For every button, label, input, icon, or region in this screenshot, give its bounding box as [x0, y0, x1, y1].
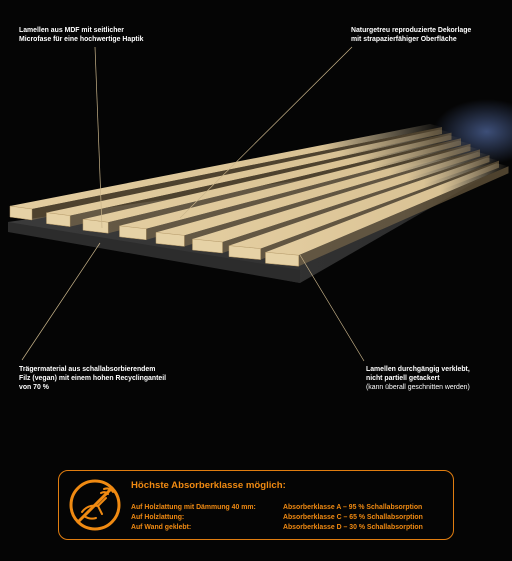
no-glue-icon — [68, 478, 122, 532]
table-row — [131, 503, 423, 513]
absorber-class-table — [131, 503, 423, 533]
row-label: Auf Wand geklebt: — [131, 524, 192, 531]
annotation-decor-layer: Naturgetreu reproduzierte Dekorlage mit strapazierfähiger Oberfläche — [351, 27, 472, 43]
annotation-glued-slats: Lamellen durchgängig verklebt, nicht partiell getackert (kann überall geschnitten werden) — [366, 366, 470, 391]
absorber-class-title: Höchste Absorberklasse möglich: — [131, 480, 286, 491]
annotation-mdf-slats: Lamellen aus MDF mit seitlicher Microfase für eine hochwertige Haptik — [19, 27, 144, 43]
row-value: Absorberklasse C – 65 % Schallabsorption — [283, 514, 423, 521]
table-row — [131, 513, 423, 523]
table-row — [131, 523, 423, 533]
row-label: Auf Holzlattung mit Dämmung 40 mm: — [131, 504, 256, 511]
row-label: Auf Holzlattung: — [131, 514, 185, 521]
annotation-felt-carrier: Trägermaterial aus schallabsorbierendem Filz (vegan) mit einem hohen Recyclinganteil von 70 % — [19, 366, 167, 391]
row-value: Absorberklasse D – 30 % Schallabsorption — [283, 524, 423, 531]
row-value: Absorberklasse A – 95 % Schallabsorption — [283, 504, 423, 511]
